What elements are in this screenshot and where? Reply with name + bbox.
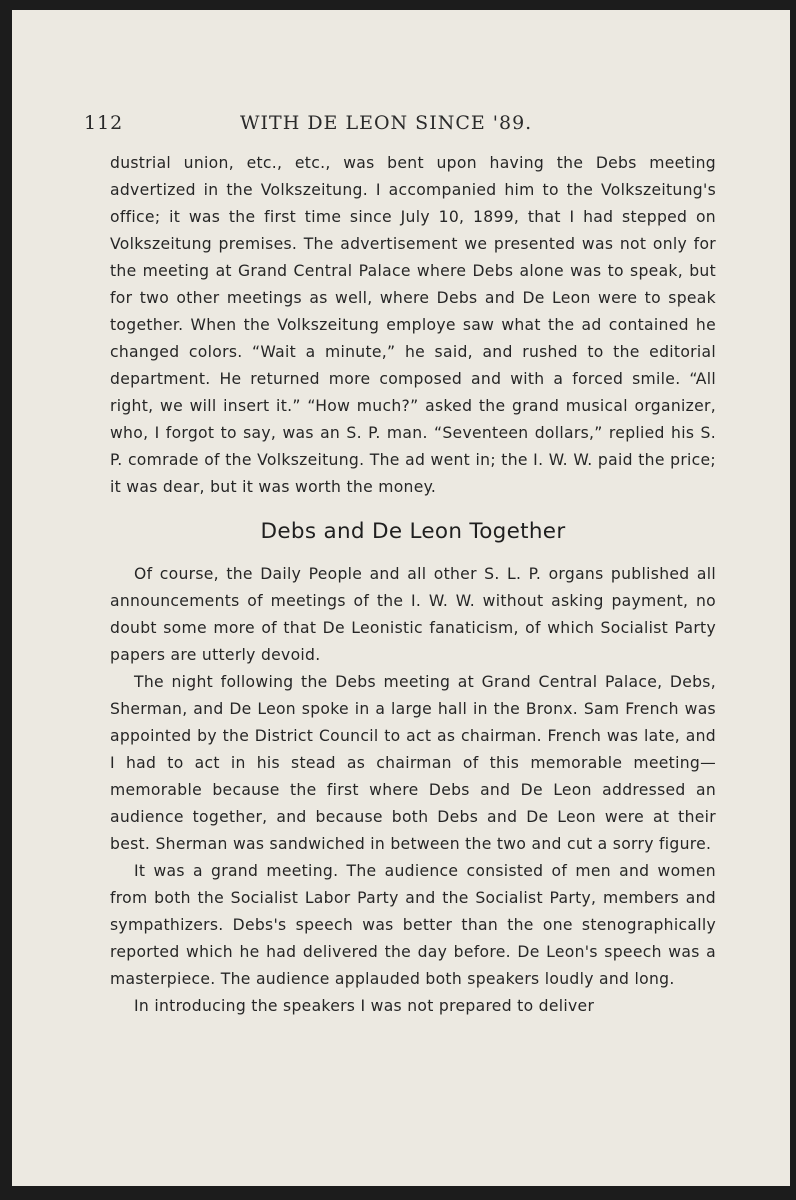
paragraph: The night following the Debs meeting at Grand Central Palace, Debs, Sherman, and De Leon spoke in a large hall in the Bronx. Sam French was appointed by the District Council to act as chairman. French was late, and I had to act in his stead as chairman of this memorable meeting—memorable because the first where Debs and De Leon addressed an audience together, and because both Debs and De Leon were at their best. Sherman was sandwiched in between the two and cut a sorry figure. — [110, 673, 716, 853]
paragraph: In introducing the speakers I was not prepared to deliver — [134, 997, 595, 1015]
book-page — [12, 10, 790, 1186]
body-text — [110, 150, 716, 1020]
running-title: WITH DE LEON SINCE '89. — [240, 112, 533, 134]
section-heading: Debs and De Leon Together — [260, 519, 566, 544]
paragraph: It was a grand meeting. The audience consisted of men and women from both the Socialist Labor Party and the Socialist Party, members and sympathizers. Debs's speech was better than the one stenographically reported which he had delivered the day before. De Leon's speech was a masterpiece. The audience applauded both speakers loudly and long. — [110, 862, 716, 988]
paragraph-continued: dustrial union, etc., etc., was bent upon having the Debs meeting advertized in the Volkszeitung. I accompanied him to the Volkszeitung's office; it was the first time since July 10, 1899, that I had stepped on Volkszeitung premises. The advertisement we presented was not only for the meeting at Grand Central Palace where Debs alone was to speak, but for two other meetings as well, where Debs and De Leon were to speak together. When the Volkszeitung employe saw what the ad contained he changed colors. “Wait a minute,” he said, and rushed to the editorial department. He returned more composed and with a forced smile. “All right, we will insert it.” “How much?” asked the grand musical organizer, who, I forgot to say, was an S. P. man. “Seventeen dollars,” replied his S. P. comrade of the Volkszeitung. The ad went in; the I. W. W. paid the price; it was dear, but it was worth the money. — [110, 154, 716, 496]
paragraph: Of course, the Daily People and all other S. L. P. organs published all announcements of meetings of the I. W. W. without asking payment, no doubt some more of that De Leonistic fanaticism, of which Socialist Party papers are utterly devoid. — [110, 565, 716, 664]
running-header — [84, 112, 684, 134]
page-number: 112 — [84, 112, 124, 134]
